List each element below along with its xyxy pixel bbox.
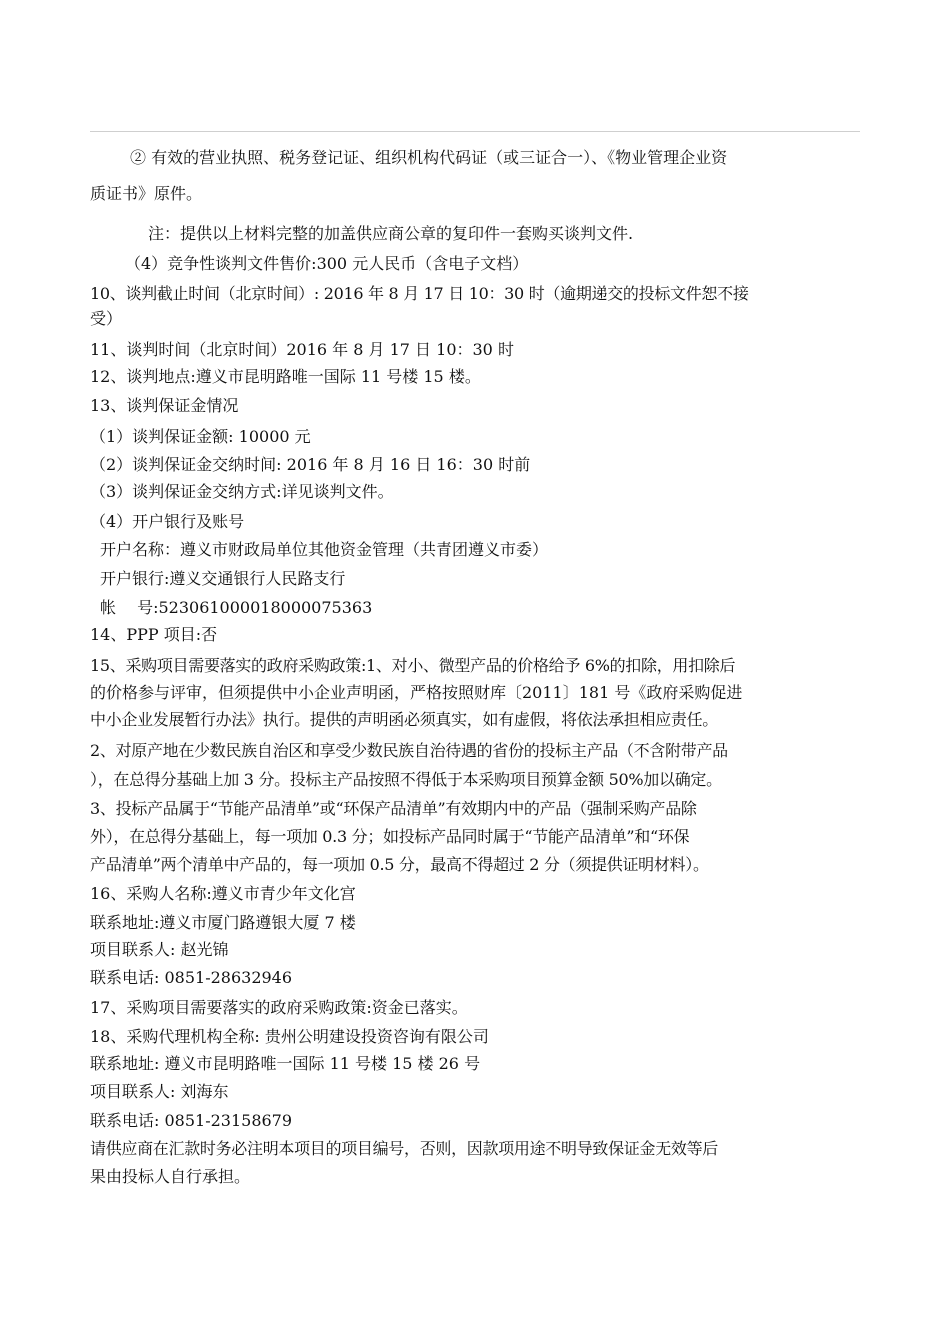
doc-line: 项目联系人: 赵光锦 xyxy=(90,940,229,959)
doc-line: （3）谈判保证金交纳方式:详见谈判文件。 xyxy=(90,482,394,501)
doc-line: 开户名称：遵义市财政局单位其他资金管理（共青团遵义市委） xyxy=(100,540,549,559)
doc-line: （4）竞争性谈判文件售价:300 元人民币（含电子文档） xyxy=(125,254,529,273)
doc-line: 项目联系人: 刘海东 xyxy=(90,1082,229,1101)
doc-line: ② 有效的营业执照、税务登记证、组织机构代码证（或三证合一）、《物业管理企业资 xyxy=(130,148,728,167)
doc-line: 开户银行:遵义交通银行人民路支行 xyxy=(100,569,346,588)
doc-line: （1）谈判保证金额: 10000 元 xyxy=(90,427,311,446)
doc-line: 联系电话: 0851-23158679 xyxy=(90,1111,293,1130)
doc-line: 18、采购代理机构全称: 贵州公明建设投资咨询有限公司 xyxy=(90,1027,489,1046)
doc-line: 果由投标人自行承担。 xyxy=(90,1167,251,1186)
doc-line: 11、谈判时间（北京时间）2016 年 8 月 17 日 10：30 时 xyxy=(90,340,514,359)
doc-line: 16、采购人名称:遵义市青少年文化宫 xyxy=(90,884,356,903)
doc-line: 联系地址:遵义市厦门路遵银大厦 7 楼 xyxy=(90,913,356,932)
doc-line: 请供应商在汇款时务必注明本项目的项目编号，否则，因款项用途不明导致保证金无效等后 xyxy=(90,1139,719,1158)
doc-line: 帐 号:523061000018000075363 xyxy=(100,598,373,617)
doc-line: 12、谈判地点:遵义市昆明路唯一国际 11 号楼 15 楼。 xyxy=(90,367,481,386)
doc-line: 13、谈判保证金情况 xyxy=(90,396,239,415)
doc-line: 14、PPP 项目:否 xyxy=(90,625,218,644)
doc-line: 受） xyxy=(90,309,123,328)
doc-line: 外），在总得分基础上，每一项加 0.3 分；如投标产品同时属于“节能产品清单”和“环保 xyxy=(90,827,690,846)
doc-line: 2、对原产地在少数民族自治区和享受少数民族自治待遇的省份的投标主产品（不含附带产品 xyxy=(90,741,728,760)
doc-line: 联系电话: 0851-28632946 xyxy=(90,968,293,987)
doc-line: 的价格参与评审，但须提供中小企业声明函，严格按照财库〔2011〕181 号《政府采购促进 xyxy=(90,683,743,702)
header-rule xyxy=(90,131,860,132)
doc-line: 中小企业发展暂行办法》执行。提供的声明函必须真实，如有虚假，将依法承担相应责任。 xyxy=(90,710,719,729)
doc-line: （4）开户银行及账号 xyxy=(90,512,245,531)
doc-line: ），在总得分基础上加 3 分。投标主产品按照不得低于本采购项目预算金额 50%加以确定。 xyxy=(90,770,722,789)
doc-line: 17、采购项目需要落实的政府采购政策:资金已落实。 xyxy=(90,998,468,1017)
doc-line: 注：提供以上材料完整的加盖供应商公章的复印件一套购买谈判文件. xyxy=(148,224,634,243)
doc-line: 质证书》原件。 xyxy=(90,184,203,203)
doc-line: （2）谈判保证金交纳时间: 2016 年 8 月 16 日 16：30 时前 xyxy=(90,455,531,474)
doc-line: 产品清单”两个清单中产品的，每一项加 0.5 分，最高不得超过 2 分（须提供证明材料）。 xyxy=(90,855,709,874)
doc-line: 15、采购项目需要落实的政府采购政策:1、对小、微型产品的价格给予 6%的扣除，用扣除后 xyxy=(90,656,736,675)
doc-line: 联系地址: 遵义市昆明路唯一国际 11 号楼 15 楼 26 号 xyxy=(90,1054,481,1073)
doc-line: 3、投标产品属于“节能产品清单”或“环保产品清单”有效期内中的产品（强制采购产品除 xyxy=(90,799,697,818)
doc-line: 10、谈判截止时间（北京时间）: 2016 年 8 月 17 日 10：30 时（逾期递交的投标文件恕不接 xyxy=(90,284,749,303)
